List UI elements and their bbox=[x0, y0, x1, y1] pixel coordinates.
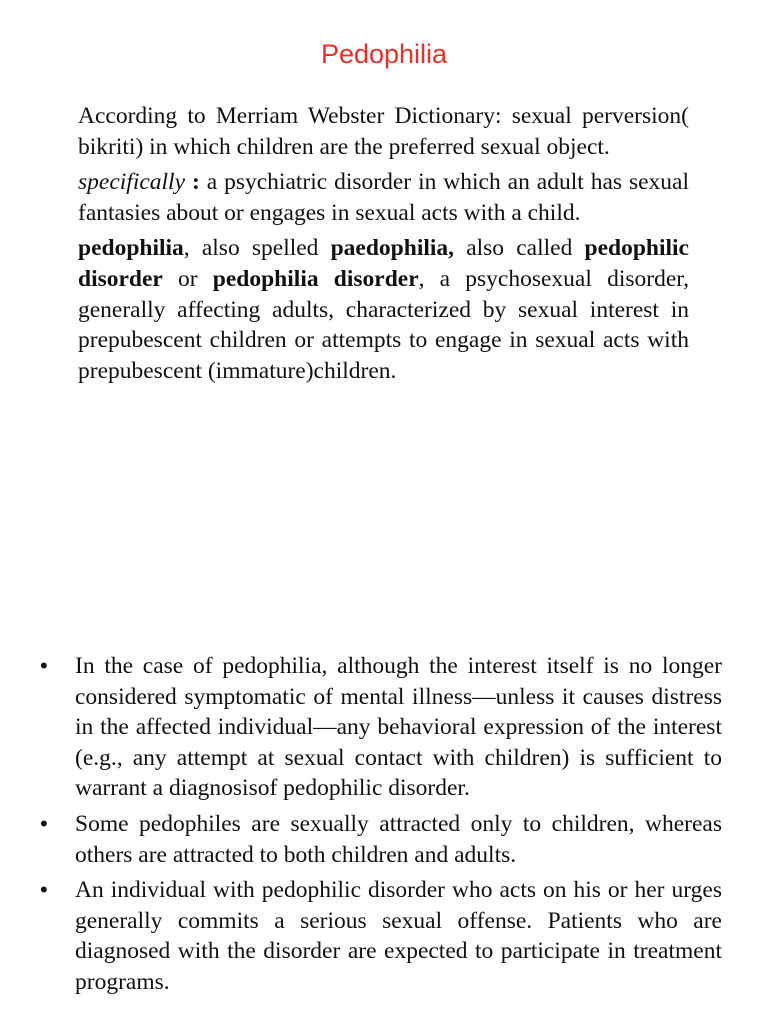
specifically-text: a psychiatric disorder in which an adult has sexual fantasies about or engages in sexual acts with a child. bbox=[78, 169, 689, 226]
page-title: Pedophilia bbox=[320, 39, 448, 69]
definitions-block bbox=[78, 101, 689, 391]
bullet-text: In the case of pedophilia, although the interest itself is no longer considered symptomatic of mental illness—unless it causes distress in the affected individual—any behavioral expression of the interest (e.g., any attempt at sexual contact with children) is sufficient to warrant a diagnosisof pedophilic disorder. bbox=[75, 653, 722, 802]
bullet-icon: • bbox=[40, 810, 48, 836]
term-paedophilia: paedophilia, bbox=[330, 235, 455, 262]
term-pedophilia: pedophilia bbox=[78, 235, 184, 262]
bullet-item bbox=[40, 875, 722, 997]
bullet-item bbox=[40, 651, 722, 804]
bullet-icon: • bbox=[40, 877, 48, 903]
definition-merriam-webster: According to Merriam Webster Dictionary: sexual perversion( bikriti) in which children are the preferred sexual object. bbox=[78, 103, 689, 160]
bullet-text: An individual with pedophilic disorder who acts on his or her urges generally commits a serious sexual offense. Patients who are diagnosed with the disorder are expected to participate in treatment programs. bbox=[75, 877, 722, 995]
bullet-list bbox=[40, 651, 722, 1003]
text-segment: or bbox=[162, 265, 213, 292]
text-segment: , also spelled bbox=[183, 235, 331, 262]
definition-pedophilia-terms bbox=[78, 233, 689, 386]
text-segment: also called bbox=[454, 235, 585, 262]
text-segment: , a psychosexual disorder, generally affecting adults, characterized by sexual interest in prepubescent children or attempts to engage in sexual acts with prepubescent (immature)children. bbox=[78, 265, 690, 384]
definition-specifically bbox=[78, 167, 689, 228]
term-pedophilia-disorder: pedophilia disorder bbox=[212, 265, 419, 292]
specifically-label: specifically bbox=[78, 169, 186, 196]
specifically-colon: : bbox=[185, 169, 207, 196]
bullet-text: Some pedophiles are sexually attracted only to children, whereas others are attracted to both children and adults. bbox=[75, 810, 722, 868]
bullet-icon: • bbox=[40, 653, 48, 678]
bullet-item bbox=[40, 809, 722, 870]
term-pedophilic-disorder: pedophilic disorder bbox=[78, 235, 689, 292]
